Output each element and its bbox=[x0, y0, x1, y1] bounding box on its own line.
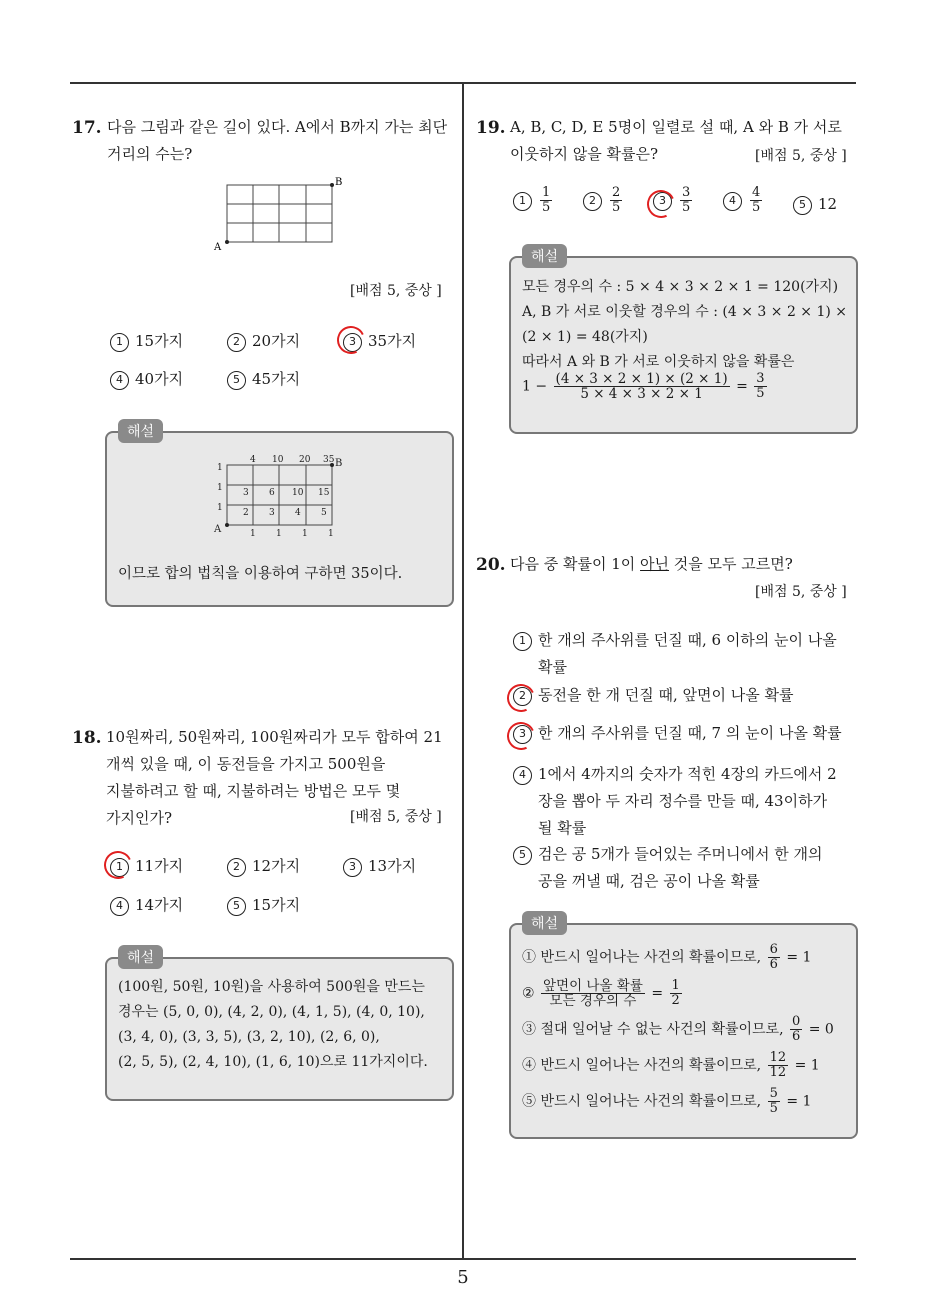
q20-number: 20. bbox=[476, 555, 506, 575]
svg-text:10: 10 bbox=[272, 455, 284, 465]
circled-1: 1 bbox=[513, 632, 532, 651]
circled-1: 1 bbox=[513, 192, 532, 211]
circled-3: 3 bbox=[653, 192, 672, 211]
q18-score: [배점 5, 중상 ] bbox=[350, 809, 442, 825]
svg-text:3: 3 bbox=[269, 508, 275, 518]
q17-text bbox=[107, 114, 447, 168]
svg-text:A: A bbox=[214, 524, 222, 535]
circled-1: 1 bbox=[110, 333, 129, 352]
circled-2: 2 bbox=[227, 858, 246, 877]
circled-4: 4 bbox=[723, 192, 742, 211]
circled-5: 5 bbox=[513, 846, 532, 865]
q20-option-3[interactable]: 3 한 개의 주사위를 던질 때, 7 의 눈이 나올 확률 bbox=[513, 720, 842, 747]
q18-option-4[interactable]: 4 14가지 bbox=[110, 894, 183, 916]
q17-number: 17. bbox=[72, 118, 102, 138]
circled-5: 5 bbox=[227, 371, 246, 390]
q17-grid-figure bbox=[210, 172, 350, 254]
q19-option-1[interactable]: 1 $\frac{1}{5}$ bbox=[513, 186, 554, 215]
q20-explanation-text bbox=[522, 943, 834, 1123]
svg-text:1: 1 bbox=[217, 463, 223, 473]
svg-text:4: 4 bbox=[250, 455, 256, 465]
q17-option-5[interactable]: 5 45가지 bbox=[227, 368, 300, 390]
q19-option-3[interactable]: 3 $\frac{3}{5}$ bbox=[653, 186, 694, 215]
circled-3: 3 bbox=[343, 333, 362, 352]
q20-explanation-line-5: ⑤ 반드시 일어나는 사건의 확률이므로, $\frac{5}{5}$ = 1 bbox=[522, 1086, 812, 1116]
q20-explanation-line-1: ① 반드시 일어나는 사건의 확률이므로, $\frac{6}{6}$ = 1 bbox=[522, 942, 812, 972]
column-divider bbox=[462, 82, 464, 1259]
q18-explanation-text: (100원, 50원, 10원)을 사용하여 500원을 만드는 경우는 (5, 0, 0), (4, 2, 0), (4, 1, 5), (4, 0, 10), (3, 4, 0), (3, 3, 5), (3, 2, 10), (2, 6, 0), (2, 5, 5), (2, 4, 10), (1, 6, 10)으로 11가지이다. bbox=[118, 979, 428, 1070]
q18-text-line2: 개씩 있을 때, 이 동전들을 가지고 500원을 bbox=[106, 755, 386, 773]
svg-text:1: 1 bbox=[217, 483, 223, 493]
q19-number: 19. bbox=[476, 118, 506, 138]
q18-option-5[interactable]: 5 15가지 bbox=[227, 894, 300, 916]
q20-option-4[interactable]: 4 1에서 4까지의 숫자가 적힌 4장의 카드에서 2 장을 뽑아 두 자리 정수를 만들 때, 43이하가 될 확률 bbox=[513, 761, 837, 842]
q20-option-5[interactable]: 5 검은 공 5개가 들어있는 주머니에서 한 개의 공을 꺼낼 때, 검은 공이 나올 확률 bbox=[513, 841, 822, 895]
q18-option-2[interactable]: 2 12가지 bbox=[227, 855, 300, 877]
q19-option-5[interactable]: 5 12 bbox=[793, 195, 837, 215]
q18-explanation-tag: 해설 bbox=[118, 945, 163, 969]
q20-score: [배점 5, 중상 ] bbox=[755, 584, 847, 600]
q20-explanation-line-4: ④ 반드시 일어나는 사건의 확률이므로, $\frac{12}{12}$ = 1 bbox=[522, 1050, 820, 1080]
q17-text-line1: 다음 그림과 같은 길이 있다. A에서 B까지 가는 최단 bbox=[107, 118, 448, 136]
bottom-rule bbox=[70, 1258, 856, 1260]
q17-solution-grid bbox=[210, 452, 350, 540]
circled-2: 2 bbox=[513, 687, 532, 706]
q20-explanation-line-3: ③ 절대 일어날 수 없는 사건의 확률이므로, $\frac{0}{6}$ = 0 bbox=[522, 1014, 834, 1044]
q18-text-line1: 10원짜리, 50원짜리, 100원짜리가 모두 합하여 21 bbox=[106, 728, 443, 746]
q17-option-2[interactable]: 2 20가지 bbox=[227, 330, 300, 352]
q19-explanation-text: 모든 경우의 수 : 5 × 4 × 3 × 2 × 1 = 120(가지) A, B 가 서로 이웃할 경우의 수 : (4 × 3 × 2 × 1) × (2 × 1) = 48(가지) 따라서 A 와 B 가 서로 이웃하지 않을 확률은 bbox=[522, 279, 848, 370]
q19-option-2[interactable]: 2 $\frac{2}{5}$ bbox=[583, 186, 624, 215]
circled-1: 1 bbox=[110, 858, 129, 877]
q17-option-4[interactable]: 4 40가지 bbox=[110, 368, 183, 390]
circled-4: 4 bbox=[110, 897, 129, 916]
q18-option-3[interactable]: 3 13가지 bbox=[343, 855, 416, 877]
q19-text-line2: 이웃하지 않을 확률은? bbox=[510, 145, 658, 163]
q18-option-1[interactable]: 1 11가지 bbox=[110, 855, 183, 877]
circled-5: 5 bbox=[227, 897, 246, 916]
q17-score: [배점 5, 중상 ] bbox=[350, 283, 442, 299]
q17-text-line2: 거리의 수는? bbox=[107, 145, 193, 163]
q19-explanation-tag: 해설 bbox=[522, 244, 567, 268]
svg-text:5: 5 bbox=[321, 508, 327, 518]
q19-score: [배점 5, 중상 ] bbox=[755, 148, 847, 164]
q17-answer-mark bbox=[333, 322, 369, 358]
circled-4: 4 bbox=[110, 371, 129, 390]
circled-2: 2 bbox=[583, 192, 602, 211]
circled-5: 5 bbox=[793, 196, 812, 215]
q17-explanation-tag: 해설 bbox=[118, 419, 163, 443]
svg-text:35: 35 bbox=[323, 455, 335, 465]
svg-text:3: 3 bbox=[243, 488, 249, 498]
q18-text-line3: 지불하려고 할 때, 지불하려는 방법은 모두 몇 bbox=[106, 782, 401, 800]
circled-4: 4 bbox=[513, 766, 532, 785]
q18-answer-mark bbox=[100, 847, 136, 883]
q20-option-1[interactable]: 1 한 개의 주사위를 던질 때, 6 이하의 눈이 나올 확률 bbox=[513, 627, 837, 681]
svg-text:4: 4 bbox=[295, 508, 301, 518]
q19-final-formula: 1 − $\frac{(4 \times 3 \times 2 \times 1) \times (2 \times 1)}{5 \times 4 \times 3 \times 2 \times 1}$ = $\frac{3}{5}$ bbox=[522, 371, 765, 402]
svg-text:2: 2 bbox=[243, 508, 249, 518]
q19-option-4[interactable]: 4 $\frac{4}{5}$ bbox=[723, 186, 764, 215]
svg-text:10: 10 bbox=[292, 488, 304, 498]
svg-text:1: 1 bbox=[250, 529, 256, 539]
q17-option-1[interactable]: 1 15가지 bbox=[110, 330, 183, 352]
svg-text:1: 1 bbox=[302, 529, 308, 539]
q17-option-3[interactable]: 3 35가지 bbox=[343, 330, 416, 352]
svg-text:15: 15 bbox=[318, 488, 330, 498]
q17-grid-a: A bbox=[214, 242, 222, 253]
q18-number: 18. bbox=[72, 728, 102, 748]
q20-explanation-tag: 해설 bbox=[522, 911, 567, 935]
svg-text:1: 1 bbox=[328, 529, 334, 539]
svg-text:1: 1 bbox=[217, 503, 223, 513]
q20-text: 다음 중 확률이 1이 아닌 것을 모두 고르면? bbox=[510, 555, 793, 573]
circled-3: 3 bbox=[343, 858, 362, 877]
svg-text:6: 6 bbox=[269, 488, 275, 498]
q17-grid-b: B bbox=[335, 177, 343, 188]
circled-3: 3 bbox=[513, 725, 532, 744]
q18-text-line4: 가지인가? bbox=[106, 809, 173, 827]
q20-explanation-line-2: ② $\frac{\text{앞면이 나올 확률}}{\text{모든 경우의 수}}$ = $\frac{1}{2}$ bbox=[522, 978, 680, 1009]
svg-text:B: B bbox=[335, 458, 343, 469]
circled-2: 2 bbox=[227, 333, 246, 352]
q17-explanation-text: 이므로 합의 법칙을 이용하여 구하면 35이다. bbox=[118, 566, 403, 582]
svg-text:20: 20 bbox=[299, 455, 311, 465]
q20-option-2[interactable]: 2 동전을 한 개 던질 때, 앞면이 나올 확률 bbox=[513, 682, 794, 709]
page-number: 5 bbox=[457, 1267, 469, 1288]
svg-text:1: 1 bbox=[276, 529, 282, 539]
q19-text-line1: A, B, C, D, E 5명이 일렬로 설 때, A 와 B 가 서로 bbox=[510, 118, 842, 136]
